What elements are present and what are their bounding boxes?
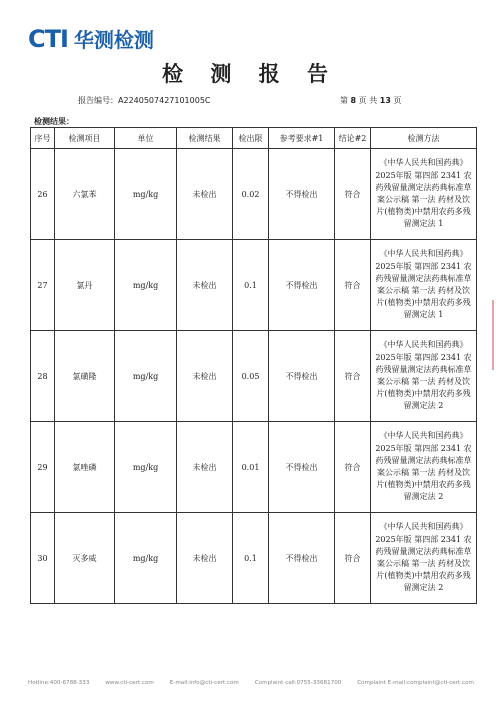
cell-requirement: 不得检出 — [269, 240, 335, 331]
header-no: 序号 — [31, 128, 55, 149]
footer-website[interactable]: www.cti-cert.com — [105, 680, 154, 686]
logo-chinese-name: 华测检测 — [73, 28, 154, 52]
page-suffix: 页 — [393, 96, 402, 105]
cell-lod: 0.1 — [233, 240, 269, 331]
cell-unit: mg/kg — [115, 149, 177, 240]
header-method: 检测方法 — [371, 128, 477, 149]
company-logo — [28, 24, 154, 53]
table-row — [31, 240, 477, 331]
cell-result: 未检出 — [177, 149, 233, 240]
page-prefix: 第 — [340, 96, 348, 105]
results-label: 检测结果： — [34, 116, 74, 126]
page-total: 13 — [379, 96, 391, 105]
report-number-value: A2240507427101005C — [118, 96, 211, 105]
cell-result: 未检出 — [177, 422, 233, 513]
footer-complaint-email[interactable]: Complaint E-mail:complaint@cti-cert.com — [357, 680, 474, 686]
page-indicator — [340, 95, 401, 106]
cell-conclusion: 符合 — [335, 422, 371, 513]
footer-email[interactable]: E-mail:info@cti-cert.com — [169, 680, 239, 686]
report-title: 检 测 报 告 — [162, 61, 338, 86]
cell-no: 26 — [31, 149, 55, 240]
footer-complaint-call: Complaint call:0755-33681700 — [254, 680, 342, 686]
page-footer — [28, 680, 474, 686]
cell-method: 《中华人民共和国药典》2025年版 第四部 2341 农药残留量测定法药典标准草案公示稿 第一法 药材及饮片(植物类)中禁用农药多残留测定法 1 — [371, 240, 477, 331]
cell-conclusion: 符合 — [335, 331, 371, 422]
cell-result: 未检出 — [177, 331, 233, 422]
footer-hotline: Hotline:400-6788-333 — [28, 680, 90, 686]
logo-mark: CTI — [28, 24, 68, 53]
cell-unit: mg/kg — [115, 331, 177, 422]
page-current: 8 — [350, 96, 357, 105]
table-row — [31, 513, 477, 604]
cell-result: 未检出 — [177, 513, 233, 604]
edge-seal-mark — [492, 300, 500, 370]
cell-result: 未检出 — [177, 240, 233, 331]
cell-unit: mg/kg — [115, 240, 177, 331]
header-item: 检测项目 — [55, 128, 115, 149]
cell-item: 灭多威 — [55, 513, 115, 604]
cell-no: 27 — [31, 240, 55, 331]
cell-method: 《中华人民共和国药典》2025年版 第四部 2341 农药残留量测定法药典标准草案公示稿 第一法 药材及饮片(植物类)中禁用农药多残留测定法 2 — [371, 331, 477, 422]
header-conclusion: 结论#2 — [335, 128, 371, 149]
cell-lod: 0.01 — [233, 422, 269, 513]
cell-conclusion: 符合 — [335, 240, 371, 331]
cell-method: 《中华人民共和国药典》2025年版 第四部 2341 农药残留量测定法药典标准草案公示稿 第一法 药材及饮片(植物类)中禁用农药多残留测定法 2 — [371, 422, 477, 513]
cell-conclusion: 符合 — [335, 513, 371, 604]
cell-conclusion: 符合 — [335, 149, 371, 240]
cell-no: 28 — [31, 331, 55, 422]
cell-lod: 0.05 — [233, 331, 269, 422]
table-row — [31, 331, 477, 422]
cell-method: 《中华人民共和国药典》2025年版 第四部 2341 农药残留量测定法药典标准草案公示稿 第一法 药材及饮片(植物类)中禁用农药多残留测定法 1 — [371, 149, 477, 240]
cell-no: 30 — [31, 513, 55, 604]
page-mid: 页 共 — [358, 96, 378, 105]
cell-item: 氯磺隆 — [55, 331, 115, 422]
cell-lod: 0.02 — [233, 149, 269, 240]
cell-method: 《中华人民共和国药典》2025年版 第四部 2341 农药残留量测定法药典标准草案公示稿 第一法 药材及饮片(植物类)中禁用农药多残留测定法 2 — [371, 513, 477, 604]
report-number-label: 报告编号： — [78, 96, 118, 105]
cell-item: 氯丹 — [55, 240, 115, 331]
header-requirement: 参考要求#1 — [269, 128, 335, 149]
cell-lod: 0.1 — [233, 513, 269, 604]
header-unit: 单位 — [115, 128, 177, 149]
table-row — [31, 422, 477, 513]
cell-item: 六氯苯 — [55, 149, 115, 240]
cell-requirement: 不得检出 — [269, 422, 335, 513]
cell-requirement: 不得检出 — [269, 331, 335, 422]
table-header-row — [31, 128, 477, 149]
report-number — [78, 95, 211, 106]
cell-unit: mg/kg — [115, 513, 177, 604]
cell-requirement: 不得检出 — [269, 513, 335, 604]
results-table — [30, 127, 477, 604]
header-lod: 检出限 — [233, 128, 269, 149]
table-row — [31, 149, 477, 240]
cell-item: 氯唑磷 — [55, 422, 115, 513]
cell-no: 29 — [31, 422, 55, 513]
header-result: 检测结果 — [177, 128, 233, 149]
cell-unit: mg/kg — [115, 422, 177, 513]
cell-requirement: 不得检出 — [269, 149, 335, 240]
